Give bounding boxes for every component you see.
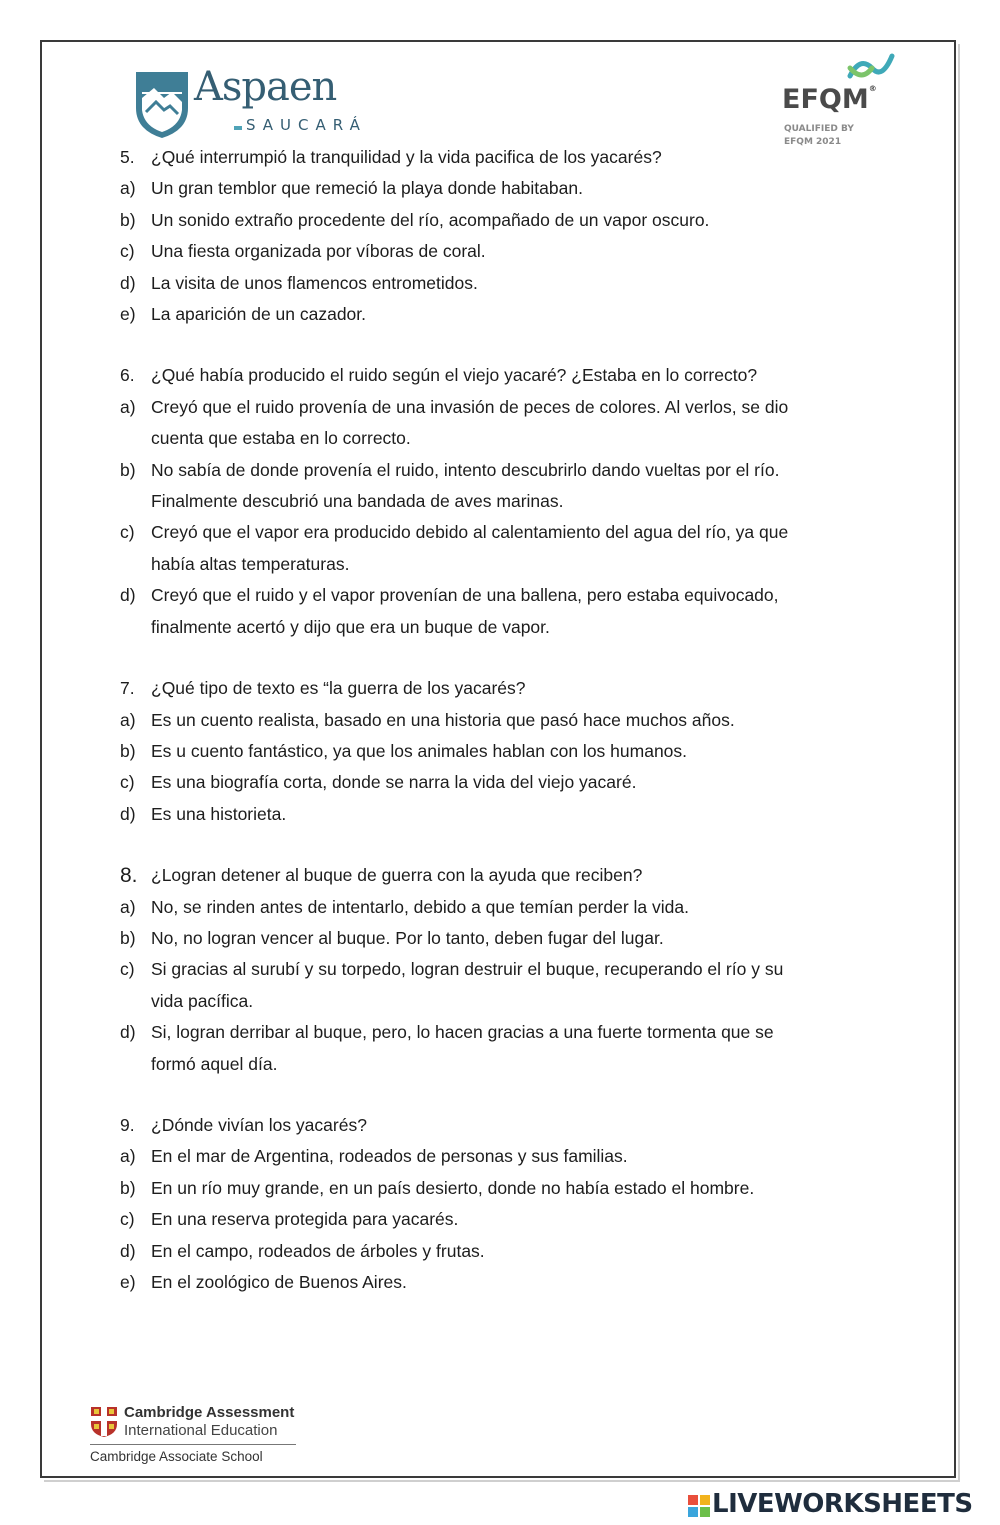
option-text xyxy=(151,455,910,518)
answer-option[interactable] xyxy=(120,392,910,455)
question-5 xyxy=(120,142,910,330)
option-line: No, no logran vencer al buque. Por lo tanto, deben fugar del lugar. xyxy=(151,927,664,948)
option-line: Es una biografía corta, donde se narra la vida del viejo yacaré. xyxy=(151,772,637,793)
liveworksheets-icon xyxy=(688,1495,710,1517)
answer-option[interactable] xyxy=(120,767,910,798)
cambridge-title: Cambridge Assessment xyxy=(124,1404,295,1421)
option-line: En el mar de Argentina, rodeados de personas y sus familias. xyxy=(151,1146,628,1167)
option-label: c) xyxy=(120,959,135,980)
option-label: e) xyxy=(120,1272,136,1292)
efqm-year: EFQM 2021 xyxy=(784,137,842,147)
option-line: había altas temperaturas. xyxy=(151,553,350,574)
option-line: Es u cuento fantástico, ya que los animales hablan con los humanos. xyxy=(151,740,688,761)
answer-option[interactable] xyxy=(120,923,910,954)
efqm-title xyxy=(782,84,877,115)
question-6 xyxy=(120,360,910,643)
option-label: d) xyxy=(120,803,136,824)
answer-option[interactable] xyxy=(120,1267,910,1298)
question-prompt xyxy=(120,142,910,173)
option-line: Creyó que el ruido provenía de una invasión de peces de colores. Al verlos, se dio xyxy=(151,396,789,417)
option-line: En una reserva protegida para yacarés. xyxy=(151,1209,459,1230)
option-label: b) xyxy=(120,209,136,230)
option-text xyxy=(151,954,910,1017)
answer-option[interactable] xyxy=(120,1173,910,1204)
cambridge-subtitle: International Education xyxy=(124,1422,278,1439)
option-line: La visita de unos flamencos entrometidos. xyxy=(151,272,478,293)
option-line: En el zoológico de Buenos Aires. xyxy=(151,1272,407,1292)
option-text xyxy=(151,799,910,830)
answer-option[interactable] xyxy=(120,705,910,736)
answer-option[interactable] xyxy=(120,173,910,204)
aspaen-shield-icon xyxy=(134,68,190,140)
option-line: finalmente acertó y dijo que era un buque de vapor. xyxy=(151,616,550,637)
option-text xyxy=(151,517,910,580)
aspaen-dot xyxy=(234,126,242,130)
option-label: d) xyxy=(120,585,136,606)
answer-option[interactable] xyxy=(120,580,910,643)
answer-option[interactable] xyxy=(120,892,910,923)
answer-option[interactable] xyxy=(120,799,910,830)
option-line: Es una historieta. xyxy=(151,803,287,824)
option-line: No sabía de donde provenía el ruido, intento descubrirlo dando vueltas por el río. xyxy=(151,459,780,480)
question-prompt xyxy=(120,673,910,704)
question-number: 7. xyxy=(120,678,135,699)
option-line: No, se rinden antes de intentarlo, debido a que temían perder la vida. xyxy=(151,896,689,917)
efqm-logo xyxy=(782,50,902,154)
option-line: Si, logran derribar al buque, pero, lo hacen gracias a una fuerte tormenta que se xyxy=(151,1022,774,1043)
option-label: b) xyxy=(120,740,136,761)
question-prompt xyxy=(120,1110,910,1141)
option-label: a) xyxy=(120,709,136,730)
option-line: La aparición de un cazador. xyxy=(151,304,367,325)
option-text xyxy=(151,299,910,330)
question-text: ¿Qué tipo de texto es “la guerra de los yacarés? xyxy=(151,678,526,699)
option-text xyxy=(151,1236,910,1267)
efqm-qualified: QUALIFIED BY xyxy=(784,124,854,134)
option-label: b) xyxy=(120,927,136,948)
option-line: Creyó que el vapor era producido debido al calentamiento del agua del río, ya que xyxy=(151,522,789,543)
answer-option[interactable] xyxy=(120,517,910,580)
option-line: formó aquel día. xyxy=(151,1053,278,1074)
liveworksheets-watermark xyxy=(688,1489,996,1521)
question-9 xyxy=(120,1110,910,1298)
efqm-mark: ® xyxy=(868,84,877,93)
question-number: 9. xyxy=(120,1114,135,1135)
answer-option[interactable] xyxy=(120,1141,910,1172)
option-text xyxy=(151,205,910,236)
question-prompt xyxy=(120,860,910,891)
option-label: c) xyxy=(120,1209,135,1230)
option-line: Una fiesta organizada por víboras de coral. xyxy=(151,241,486,262)
cambridge-logo xyxy=(90,1404,330,1468)
option-line: Es un cuento realista, basado en una historia que pasó hace muchos años. xyxy=(151,709,735,730)
question-7 xyxy=(120,673,910,830)
question-text: ¿Logran detener al buque de guerra con la ayuda que reciben? xyxy=(151,865,643,886)
option-line: Un sonido extraño procedente del río, acompañado de un vapor oscuro. xyxy=(151,209,710,230)
option-text xyxy=(151,892,910,923)
question-prompt xyxy=(120,360,910,391)
option-line: En el campo, rodeados de árboles y frutas. xyxy=(151,1240,485,1261)
question-number: 6. xyxy=(120,365,135,386)
option-label: a) xyxy=(120,178,136,199)
cambridge-divider xyxy=(90,1444,296,1445)
school-name: Aspaen xyxy=(194,64,337,110)
answer-option[interactable] xyxy=(120,1017,910,1080)
option-line: vida pacífica. xyxy=(151,990,254,1011)
question-number: 5. xyxy=(120,147,135,167)
question-text: ¿Qué había producido el ruido según el viejo yacaré? ¿Estaba en lo correcto? xyxy=(151,365,758,386)
option-text xyxy=(151,392,910,455)
option-line: Si gracias al surubí y su torpedo, logran destruir el buque, recuperando el río y su xyxy=(151,959,784,980)
option-line: cuenta que estaba en lo correcto. xyxy=(151,428,411,449)
questions-list xyxy=(120,142,910,1328)
question-8 xyxy=(120,860,910,1080)
answer-option[interactable] xyxy=(120,299,910,330)
option-label: c) xyxy=(120,241,135,262)
efqm-name: EFQM xyxy=(782,84,869,115)
aspaen-logo xyxy=(134,64,394,144)
option-label: d) xyxy=(120,1022,136,1043)
option-label: c) xyxy=(120,772,135,793)
question-text: ¿Qué interrumpió la tranquilidad y la vida pacifica de los yacarés? xyxy=(151,147,662,167)
answer-option[interactable] xyxy=(120,268,910,299)
option-label: e) xyxy=(120,304,136,325)
option-text xyxy=(151,1173,910,1204)
option-label: d) xyxy=(120,1240,136,1261)
option-line: Creyó que el ruido y el vapor provenían de una ballena, pero estaba equivocado, xyxy=(151,585,779,606)
option-line: Un gran temblor que remeció la playa donde habitaban. xyxy=(151,178,583,199)
option-text xyxy=(151,1204,910,1235)
option-text xyxy=(151,268,910,299)
cambridge-shield-icon xyxy=(90,1406,118,1438)
option-text xyxy=(151,580,910,643)
option-label: c) xyxy=(120,522,135,543)
efqm-ribbon-icon xyxy=(846,50,896,86)
option-text xyxy=(151,1141,910,1172)
answer-option[interactable] xyxy=(120,236,910,267)
option-label: a) xyxy=(120,896,136,917)
option-text xyxy=(151,767,910,798)
option-line: Finalmente descubrió una bandada de aves marinas. xyxy=(151,491,564,512)
school-campus: SAUCARÁ xyxy=(246,116,367,134)
question-number: 8. xyxy=(120,864,138,888)
answer-option[interactable] xyxy=(120,736,910,767)
question-text: ¿Dónde vivían los yacarés? xyxy=(151,1114,367,1135)
option-text xyxy=(151,236,910,267)
watermark-text: LIVEWORKSHEETS xyxy=(712,1489,973,1519)
option-text xyxy=(151,1267,910,1298)
option-label: a) xyxy=(120,1146,136,1167)
answer-option[interactable] xyxy=(120,1204,910,1235)
option-text xyxy=(151,705,910,736)
option-label: d) xyxy=(120,272,136,293)
option-label: b) xyxy=(120,1177,136,1198)
option-text xyxy=(151,923,910,954)
option-text xyxy=(151,1017,910,1080)
option-text xyxy=(151,736,910,767)
answer-option[interactable] xyxy=(120,205,910,236)
option-text xyxy=(151,173,910,204)
option-label: b) xyxy=(120,459,136,480)
answer-option[interactable] xyxy=(120,954,910,1017)
answer-option[interactable] xyxy=(120,1236,910,1267)
option-label: a) xyxy=(120,396,136,417)
option-line: En un río muy grande, en un país desierto, donde no había estado el hombre. xyxy=(151,1177,755,1198)
answer-option[interactable] xyxy=(120,455,910,518)
cambridge-associate: Cambridge Associate School xyxy=(90,1449,263,1464)
